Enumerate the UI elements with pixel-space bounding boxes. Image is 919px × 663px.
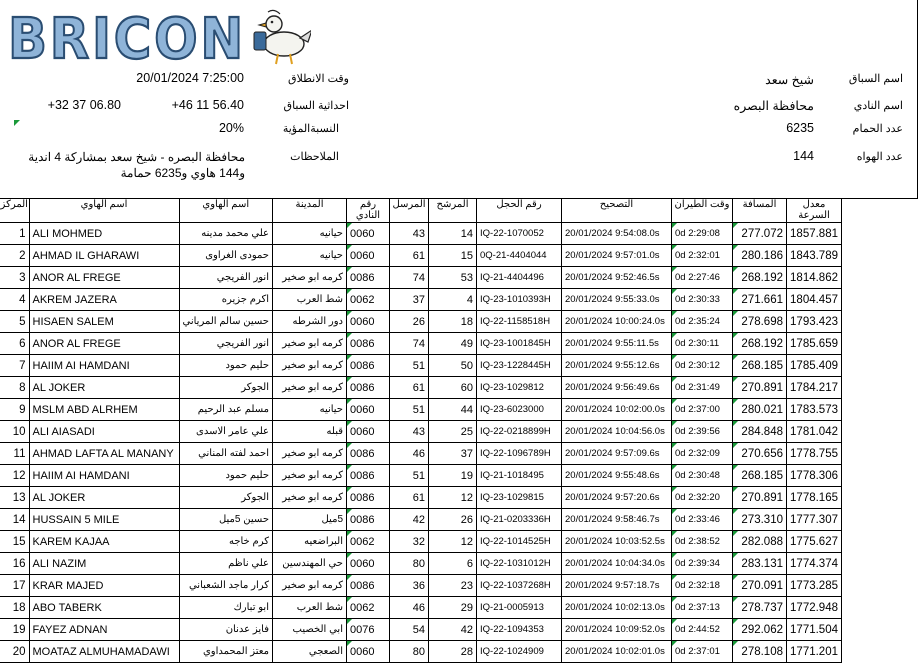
distance-cell: 278.737	[733, 597, 787, 619]
club-number-cell: 0086	[347, 377, 390, 399]
corrected-time-cell: 20/01/2024 9:54:08.0s	[562, 223, 672, 245]
sent-count-cell: 51	[390, 399, 429, 421]
fancier-count-label: عدد الهواه	[856, 151, 903, 163]
fancier-name-en-cell: HAIIM AI HAMDANI	[29, 355, 179, 377]
flight-time-cell: 0d 2:35:24	[672, 311, 733, 333]
club-number-cell: 0060	[347, 399, 390, 421]
notes-label: الملاحظات	[290, 151, 339, 163]
flight-time-cell: 0d 2:32:09	[672, 443, 733, 465]
corrected-time-cell: 20/01/2024 9:52:46.5s	[562, 267, 672, 289]
city-cell: حيانيه	[273, 245, 347, 267]
sent-count-cell: 46	[390, 443, 429, 465]
header-corrected: التصحيح	[562, 199, 672, 223]
header-speed: معدل السرعة	[787, 199, 842, 223]
table-row	[0, 443, 842, 465]
city-cell: ابي الخصيب	[273, 619, 347, 641]
speed-cell: 1784.217	[787, 377, 842, 399]
rank-cell: 11	[0, 443, 29, 465]
flight-time-cell: 0d 2:39:34	[672, 553, 733, 575]
fancier-name-en-cell: ANOR AL FREGE	[29, 267, 179, 289]
ring-number-cell: IQ-21-4404496	[477, 267, 562, 289]
flight-time-cell: 0d 2:30:48	[672, 465, 733, 487]
fancier-name-en-cell: AHMAD LAFTA AL MANANY	[29, 443, 179, 465]
header-sent: المرسل	[390, 199, 429, 223]
fancier-name-ar-cell: علي محمد مدينه	[179, 223, 273, 245]
table-row	[0, 267, 842, 289]
speed-cell: 1778.165	[787, 487, 842, 509]
fancier-name-en-cell: HUSSAIN 5 MILE	[29, 509, 179, 531]
results-table	[0, 199, 842, 663]
sent-count-cell: 54	[390, 619, 429, 641]
nominated-count-cell: 53	[429, 267, 477, 289]
city-cell: كرمه ابو صخير	[273, 575, 347, 597]
rank-cell: 20	[0, 641, 29, 663]
distance-cell: 271.661	[733, 289, 787, 311]
club-number-cell: 0060	[347, 641, 390, 663]
nominated-count-cell: 60	[429, 377, 477, 399]
fancier-name-ar-cell: مسلم عبد الرحيم	[179, 399, 273, 421]
club-number-cell: 0060	[347, 311, 390, 333]
distance-cell: 278.698	[733, 311, 787, 333]
table-row	[0, 597, 842, 619]
speed-cell: 1781.042	[787, 421, 842, 443]
corrected-time-cell: 20/01/2024 9:55:11.5s	[562, 333, 672, 355]
header-nominated: المرشح	[429, 199, 477, 223]
corrected-time-cell: 20/01/2024 9:55:33.0s	[562, 289, 672, 311]
ring-number-cell: IQ-22-1031012H	[477, 553, 562, 575]
speed-cell: 1857.881	[787, 223, 842, 245]
club-number-cell: 0062	[347, 597, 390, 619]
fancier-name-en-cell: ANOR AL FREGE	[29, 333, 179, 355]
nominated-count-cell: 12	[429, 531, 477, 553]
header-ring: رقم الحجل	[477, 199, 562, 223]
city-cell: كرمه ابو صخير	[273, 487, 347, 509]
table-header-row	[0, 199, 842, 223]
ring-number-cell: 0Q-21-4404044	[477, 245, 562, 267]
flight-time-cell: 0d 2:37:00	[672, 399, 733, 421]
nominated-count-cell: 14	[429, 223, 477, 245]
header-distance: المسافة	[733, 199, 787, 223]
nominated-count-cell: 28	[429, 641, 477, 663]
distance-cell: 270.656	[733, 443, 787, 465]
fancier-name-ar-cell: ابو تبارك	[179, 597, 273, 619]
fancier-name-ar-cell: الجوكر	[179, 487, 273, 509]
ring-number-cell: IQ-23-1001845H	[477, 333, 562, 355]
distance-cell: 268.185	[733, 465, 787, 487]
race-header	[0, 0, 918, 199]
distance-cell: 270.891	[733, 377, 787, 399]
header-club-no: رقم النادي	[347, 199, 390, 223]
club-number-cell: 0060	[347, 245, 390, 267]
table-row	[0, 289, 842, 311]
sent-count-cell: 36	[390, 575, 429, 597]
city-cell: كرمه ابو صخير	[273, 355, 347, 377]
fancier-name-ar-cell: فايز عدنان	[179, 619, 273, 641]
header-rank: المركز	[0, 199, 29, 223]
club-number-cell: 0060	[347, 223, 390, 245]
nominated-count-cell: 26	[429, 509, 477, 531]
city-cell: كرمه ابو صخير	[273, 267, 347, 289]
sent-count-cell: 43	[390, 223, 429, 245]
bricon-logo	[6, 6, 311, 66]
speed-cell: 1814.862	[787, 267, 842, 289]
distance-cell: 268.192	[733, 267, 787, 289]
corrected-time-cell: 20/01/2024 9:57:01.0s	[562, 245, 672, 267]
rank-cell: 3	[0, 267, 29, 289]
speed-cell: 1804.457	[787, 289, 842, 311]
distance-cell: 270.091	[733, 575, 787, 597]
fancier-name-en-cell: AL JOKER	[29, 377, 179, 399]
fancier-name-en-cell: AHMAD IL GHARAWI	[29, 245, 179, 267]
corrected-time-cell: 20/01/2024 10:02:01.0s	[562, 641, 672, 663]
ring-number-cell: IQ-22-1070052	[477, 223, 562, 245]
header-flight-time: وقت الطيران	[672, 199, 733, 223]
corrected-time-cell: 20/01/2024 9:56:49.6s	[562, 377, 672, 399]
sent-count-cell: 74	[390, 333, 429, 355]
city-cell: شط العرب	[273, 597, 347, 619]
rank-cell: 4	[0, 289, 29, 311]
table-row	[0, 421, 842, 443]
rank-cell: 7	[0, 355, 29, 377]
ring-number-cell: IQ-23-1228445H	[477, 355, 562, 377]
flight-time-cell: 0d 2:30:11	[672, 333, 733, 355]
fancier-name-ar-cell: علي ناظم	[179, 553, 273, 575]
flight-time-cell: 0d 2:30:33	[672, 289, 733, 311]
nominated-count-cell: 18	[429, 311, 477, 333]
club-number-cell: 0086	[347, 355, 390, 377]
nominated-count-cell: 44	[429, 399, 477, 421]
corrected-time-cell: 20/01/2024 10:03:52.5s	[562, 531, 672, 553]
sent-count-cell: 46	[390, 597, 429, 619]
table-row	[0, 311, 842, 333]
fancier-name-en-cell: ALI NAZIM	[29, 553, 179, 575]
club-name-value: محافظة البصره	[733, 99, 814, 113]
rank-cell: 1	[0, 223, 29, 245]
fancier-name-en-cell: ALI AIASADI	[29, 421, 179, 443]
corrected-time-cell: 20/01/2024 10:02:00.0s	[562, 399, 672, 421]
city-cell: دور الشرطه	[273, 311, 347, 333]
corrected-time-cell: 20/01/2024 10:00:24.0s	[562, 311, 672, 333]
ring-number-cell: IQ-23-1029812	[477, 377, 562, 399]
table-row	[0, 531, 842, 553]
club-number-cell: 0060	[347, 421, 390, 443]
table-row	[0, 223, 842, 245]
table-row	[0, 399, 842, 421]
corrected-time-cell: 20/01/2024 9:55:12.6s	[562, 355, 672, 377]
fancier-name-ar-cell: اكرم جزيره	[179, 289, 273, 311]
club-number-cell: 0086	[347, 465, 390, 487]
speed-cell: 1771.504	[787, 619, 842, 641]
table-row	[0, 245, 842, 267]
release-lat-value: +32 37 06.80	[47, 98, 121, 112]
club-number-cell: 0086	[347, 487, 390, 509]
distance-cell: 280.021	[733, 399, 787, 421]
fancier-count-value: 144	[793, 149, 814, 163]
city-cell: كرمه ابو صخير	[273, 333, 347, 355]
fancier-name-en-cell: ABO TABERK	[29, 597, 179, 619]
speed-cell: 1774.374	[787, 553, 842, 575]
sent-count-cell: 37	[390, 289, 429, 311]
club-number-cell: 0062	[347, 531, 390, 553]
fancier-name-en-cell: ALI MOHMED	[29, 223, 179, 245]
sent-count-cell: 32	[390, 531, 429, 553]
distance-cell: 292.062	[733, 619, 787, 641]
fancier-name-ar-cell: احمد لفته المناني	[179, 443, 273, 465]
city-cell: حيانيه	[273, 223, 347, 245]
speed-cell: 1773.285	[787, 575, 842, 597]
table-row	[0, 509, 842, 531]
fancier-name-ar-cell: انور الفريجي	[179, 333, 273, 355]
fancier-name-ar-cell: الجوكر	[179, 377, 273, 399]
city-cell: حي المهندسين	[273, 553, 347, 575]
speed-cell: 1778.755	[787, 443, 842, 465]
rank-cell: 16	[0, 553, 29, 575]
flight-time-cell: 0d 2:38:52	[672, 531, 733, 553]
city-cell: 5ميل	[273, 509, 347, 531]
club-number-cell: 0060	[347, 553, 390, 575]
sent-count-cell: 61	[390, 377, 429, 399]
distance-cell: 282.088	[733, 531, 787, 553]
sent-count-cell: 74	[390, 267, 429, 289]
city-cell: قبله	[273, 421, 347, 443]
fancier-name-ar-cell: كرم خاجه	[179, 531, 273, 553]
fancier-name-ar-cell: حليم حمود	[179, 355, 273, 377]
fancier-name-en-cell: HISAEN SALEM	[29, 311, 179, 333]
speed-cell: 1778.306	[787, 465, 842, 487]
percentage-label: النسبةالمؤية	[282, 123, 339, 135]
club-number-cell: 0086	[347, 267, 390, 289]
sent-count-cell: 80	[390, 553, 429, 575]
flight-time-cell: 0d 2:33:46	[672, 509, 733, 531]
header-city: المدينة	[273, 199, 347, 223]
speed-cell: 1843.789	[787, 245, 842, 267]
fancier-name-ar-cell: علي عامر الاسدى	[179, 421, 273, 443]
notes-value: محافظة البصره - شيخ سعد بمشاركة 4 اندية و144 هاوي و6235 حمامة	[28, 150, 245, 180]
flight-time-cell: 0d 2:39:56	[672, 421, 733, 443]
club-number-cell: 0086	[347, 575, 390, 597]
nominated-count-cell: 49	[429, 333, 477, 355]
flight-time-cell: 0d 2:37:01	[672, 641, 733, 663]
fancier-name-en-cell: AKREM JAZERA	[29, 289, 179, 311]
club-name-label: اسم النادي	[853, 100, 903, 112]
table-row	[0, 553, 842, 575]
club-number-cell: 0086	[347, 443, 390, 465]
speed-cell: 1785.409	[787, 355, 842, 377]
table-row	[0, 333, 842, 355]
nominated-count-cell: 25	[429, 421, 477, 443]
nominated-count-cell: 23	[429, 575, 477, 597]
flight-time-cell: 0d 2:32:01	[672, 245, 733, 267]
sent-count-cell: 51	[390, 465, 429, 487]
fancier-name-en-cell: KRAR MAJED	[29, 575, 179, 597]
rank-cell: 14	[0, 509, 29, 531]
speed-cell: 1793.423	[787, 311, 842, 333]
ring-number-cell: IQ-23-1029815	[477, 487, 562, 509]
nominated-count-cell: 15	[429, 245, 477, 267]
corrected-time-cell: 20/01/2024 9:55:48.6s	[562, 465, 672, 487]
corrected-time-cell: 20/01/2024 10:09:52.0s	[562, 619, 672, 641]
nominated-count-cell: 19	[429, 465, 477, 487]
speed-cell: 1771.201	[787, 641, 842, 663]
rank-cell: 9	[0, 399, 29, 421]
fancier-name-en-cell: AL JOKER	[29, 487, 179, 509]
fancier-name-ar-cell: حسين 5ميل	[179, 509, 273, 531]
flight-time-cell: 0d 2:31:49	[672, 377, 733, 399]
ring-number-cell: IQ-23-1010393H	[477, 289, 562, 311]
ring-number-cell: IQ-21-1018495	[477, 465, 562, 487]
pigeon-count-value: 6235	[786, 121, 814, 135]
city-cell: كرمه ابو صخير	[273, 443, 347, 465]
corrected-time-cell: 20/01/2024 9:57:18.7s	[562, 575, 672, 597]
fancier-name-en-cell: KAREM KAJAA	[29, 531, 179, 553]
distance-cell: 273.310	[733, 509, 787, 531]
flight-time-cell: 0d 2:29:08	[672, 223, 733, 245]
header-fancier-en: اسم الهاوي	[29, 199, 179, 223]
ring-number-cell: IQ-22-1024909	[477, 641, 562, 663]
distance-cell: 277.072	[733, 223, 787, 245]
rank-cell: 12	[0, 465, 29, 487]
race-name-label: اسم السباق	[848, 73, 903, 85]
sent-count-cell: 61	[390, 487, 429, 509]
speed-cell: 1785.659	[787, 333, 842, 355]
start-time-label: وقت الانطلاق	[288, 73, 349, 85]
sent-count-cell: 42	[390, 509, 429, 531]
ring-number-cell: IQ-22-1094353	[477, 619, 562, 641]
fancier-name-en-cell: FAYEZ ADNAN	[29, 619, 179, 641]
flight-time-cell: 0d 2:44:52	[672, 619, 733, 641]
distance-cell: 283.131	[733, 553, 787, 575]
nominated-count-cell: 50	[429, 355, 477, 377]
sent-count-cell: 80	[390, 641, 429, 663]
city-cell: شط العرب	[273, 289, 347, 311]
fancier-name-ar-cell: حليم حمود	[179, 465, 273, 487]
nominated-count-cell: 29	[429, 597, 477, 619]
fancier-name-ar-cell: كرار ماجد الشعباني	[179, 575, 273, 597]
ring-number-cell: IQ-23-6023000	[477, 399, 562, 421]
flight-time-cell: 0d 2:32:18	[672, 575, 733, 597]
speed-cell: 1775.627	[787, 531, 842, 553]
rank-cell: 2	[0, 245, 29, 267]
flight-time-cell: 0d 2:30:12	[672, 355, 733, 377]
ring-number-cell: IQ-22-1158518H	[477, 311, 562, 333]
fancier-name-ar-cell: حسين سالم المرياني	[179, 311, 273, 333]
city-cell: الصعجي	[273, 641, 347, 663]
city-cell: كرمه ابو صخير	[273, 465, 347, 487]
sent-count-cell: 51	[390, 355, 429, 377]
nominated-count-cell: 37	[429, 443, 477, 465]
rank-cell: 19	[0, 619, 29, 641]
corrected-time-cell: 20/01/2024 10:02:13.0s	[562, 597, 672, 619]
rank-cell: 15	[0, 531, 29, 553]
fancier-name-ar-cell: معتز المحمداوي	[179, 641, 273, 663]
start-time-value: 20/01/2024 7:25:00	[136, 71, 244, 85]
table-row	[0, 355, 842, 377]
nominated-count-cell: 12	[429, 487, 477, 509]
distance-cell: 284.848	[733, 421, 787, 443]
distance-cell: 278.108	[733, 641, 787, 663]
rank-cell: 5	[0, 311, 29, 333]
club-number-cell: 0086	[347, 333, 390, 355]
rank-cell: 6	[0, 333, 29, 355]
flight-time-cell: 0d 2:37:13	[672, 597, 733, 619]
release-lon-value: +46 11 56.40	[171, 98, 244, 112]
distance-cell: 268.185	[733, 355, 787, 377]
corrected-time-cell: 20/01/2024 9:57:09.6s	[562, 443, 672, 465]
ring-number-cell: IQ-22-1037268H	[477, 575, 562, 597]
corrected-time-cell: 20/01/2024 10:04:56.0s	[562, 421, 672, 443]
fancier-name-ar-cell: انور الفريجي	[179, 267, 273, 289]
flight-time-cell: 0d 2:27:46	[672, 267, 733, 289]
nominated-count-cell: 42	[429, 619, 477, 641]
table-row	[0, 641, 842, 663]
speed-cell: 1777.307	[787, 509, 842, 531]
club-number-cell: 0062	[347, 289, 390, 311]
sent-count-cell: 26	[390, 311, 429, 333]
table-row	[0, 619, 842, 641]
club-number-cell: 0076	[347, 619, 390, 641]
table-row	[0, 487, 842, 509]
speed-cell: 1783.573	[787, 399, 842, 421]
corrected-time-cell: 20/01/2024 9:58:46.7s	[562, 509, 672, 531]
rank-cell: 13	[0, 487, 29, 509]
pigeon-mascot-icon	[254, 10, 311, 64]
pigeon-count-label: عدد الحمام	[852, 123, 903, 135]
nominated-count-cell: 6	[429, 553, 477, 575]
ring-number-cell: IQ-22-1096789H	[477, 443, 562, 465]
ring-number-cell: IQ-22-0218899H	[477, 421, 562, 443]
rank-cell: 18	[0, 597, 29, 619]
city-cell: حيانيه	[273, 399, 347, 421]
table-row	[0, 377, 842, 399]
corner-marker	[14, 120, 20, 126]
release-coords-label: احداثية السباق	[283, 100, 349, 112]
sent-count-cell: 61	[390, 245, 429, 267]
flight-time-cell: 0d 2:32:20	[672, 487, 733, 509]
fancier-name-en-cell: MSLM ABD ALRHEM	[29, 399, 179, 421]
distance-cell: 268.192	[733, 333, 787, 355]
city-cell: كرمه ابو صخير	[273, 377, 347, 399]
logo-text: BRICON	[8, 7, 246, 66]
rank-cell: 17	[0, 575, 29, 597]
race-name-value: شيخ سعد	[765, 73, 814, 87]
club-number-cell: 0086	[347, 509, 390, 531]
distance-cell: 280.186	[733, 245, 787, 267]
corrected-time-cell: 20/01/2024 9:57:20.6s	[562, 487, 672, 509]
fancier-name-en-cell: MOATAZ ALMUHAMADAWI	[29, 641, 179, 663]
nominated-count-cell: 4	[429, 289, 477, 311]
table-row	[0, 465, 842, 487]
corrected-time-cell: 20/01/2024 10:04:34.0s	[562, 553, 672, 575]
fancier-name-ar-cell: حمودى الغراوى	[179, 245, 273, 267]
fancier-name-en-cell: HAIIM AI HAMDANI	[29, 465, 179, 487]
ring-number-cell: IQ-21-0203336H	[477, 509, 562, 531]
ring-number-cell: IQ-22-1014525H	[477, 531, 562, 553]
table-row	[0, 575, 842, 597]
rank-cell: 10	[0, 421, 29, 443]
ring-number-cell: IQ-21-0005913	[477, 597, 562, 619]
percentage-value: 20%	[218, 121, 244, 135]
speed-cell: 1772.948	[787, 597, 842, 619]
header-fancier-ar: اسم الهاوي	[179, 199, 273, 223]
city-cell: البراضعيه	[273, 531, 347, 553]
rank-cell: 8	[0, 377, 29, 399]
sent-count-cell: 43	[390, 421, 429, 443]
distance-cell: 270.891	[733, 487, 787, 509]
